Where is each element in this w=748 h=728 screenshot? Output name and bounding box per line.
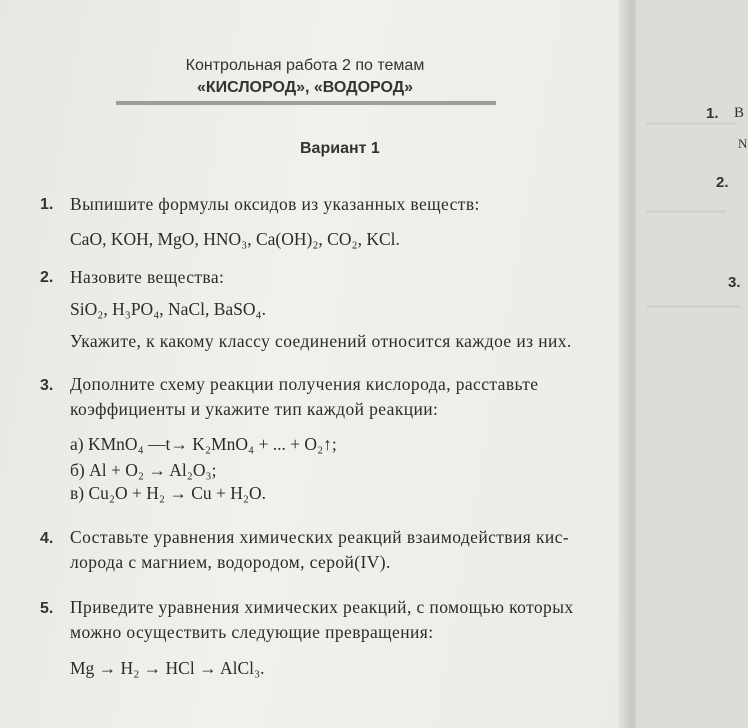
- reaction-b-equation: Al + O₂ → Al₂O₃;: [89, 460, 217, 480]
- next-page-letter-1: В: [734, 105, 745, 121]
- task-1-text: Выпишите формулы оксидов из указанных веществ:: [70, 194, 480, 214]
- ghost-text-line: [646, 210, 726, 213]
- header-line-1: Контрольная работа 2 по темам: [185, 57, 425, 74]
- task-1-formulas: CaO, KOH, MgO, HNO₃, Ca(OH)₂, CO₂, KCl.: [70, 229, 400, 249]
- task-3-number: 3.: [40, 377, 54, 394]
- task-5-number: 5.: [40, 600, 54, 617]
- task-5-text-line-2: можно осуществить следующие превращения:: [70, 622, 434, 642]
- task-3-text-line-1: Дополните схему реакции получения кислорода, расставьте: [70, 374, 539, 394]
- task-3-text-line-2: коэффициенты и укажите тип каждой реакции:: [70, 399, 439, 419]
- task-2-text: Назовите вещества:: [70, 267, 225, 287]
- reaction-c-label: в): [70, 483, 85, 503]
- task-2-text-2: Укажите, к какому классу соединений относится каждое из них.: [70, 331, 572, 351]
- task-5-text-line-1: Приведите уравнения химических реакций, с помощью которых: [70, 597, 574, 617]
- next-page-number-1: 1.: [706, 105, 719, 122]
- task-3-reaction-a: [70, 434, 337, 455]
- header-line-2: «КИСЛОРОД», «ВОДОРОД»: [197, 79, 413, 96]
- task-3-reaction-c: [70, 483, 266, 504]
- next-page-number-2: 2.: [716, 174, 729, 191]
- task-4-text-line-1: Составьте уравнения химических реакций взаимодействия кис-: [70, 527, 570, 547]
- task-4-text-line-2: лорода с магнием, водородом, серой(IV).: [70, 552, 391, 572]
- ghost-text-line: [646, 122, 736, 125]
- reaction-a-equation: KMnO₄ —t→ K₂MnO₄ + ... + O₂↑;: [87, 434, 337, 454]
- reaction-a-label: а): [70, 434, 84, 454]
- next-page-number-3: 3.: [728, 274, 741, 291]
- task-1-number: 1.: [40, 196, 54, 213]
- task-2-number: 2.: [40, 269, 54, 286]
- reaction-c-equation: Cu₂O + H₂ → Cu + H₂O.: [88, 483, 267, 503]
- reaction-b-label: б): [70, 460, 85, 480]
- task-4-number: 4.: [40, 530, 54, 547]
- adjacent-page: [636, 0, 748, 728]
- task-3-reaction-b: [70, 460, 216, 481]
- variant-title: Вариант 1: [300, 140, 380, 157]
- header-divider: [116, 101, 496, 105]
- task-5-chain: Mg → H₂ → HCl → AlCl₃.: [70, 658, 265, 678]
- next-page-letter-2: N: [738, 136, 748, 151]
- ghost-text-line: [646, 305, 741, 308]
- task-2-formulas: SiO₂, H₃PO₄, NaCl, BaSO₄.: [70, 299, 267, 319]
